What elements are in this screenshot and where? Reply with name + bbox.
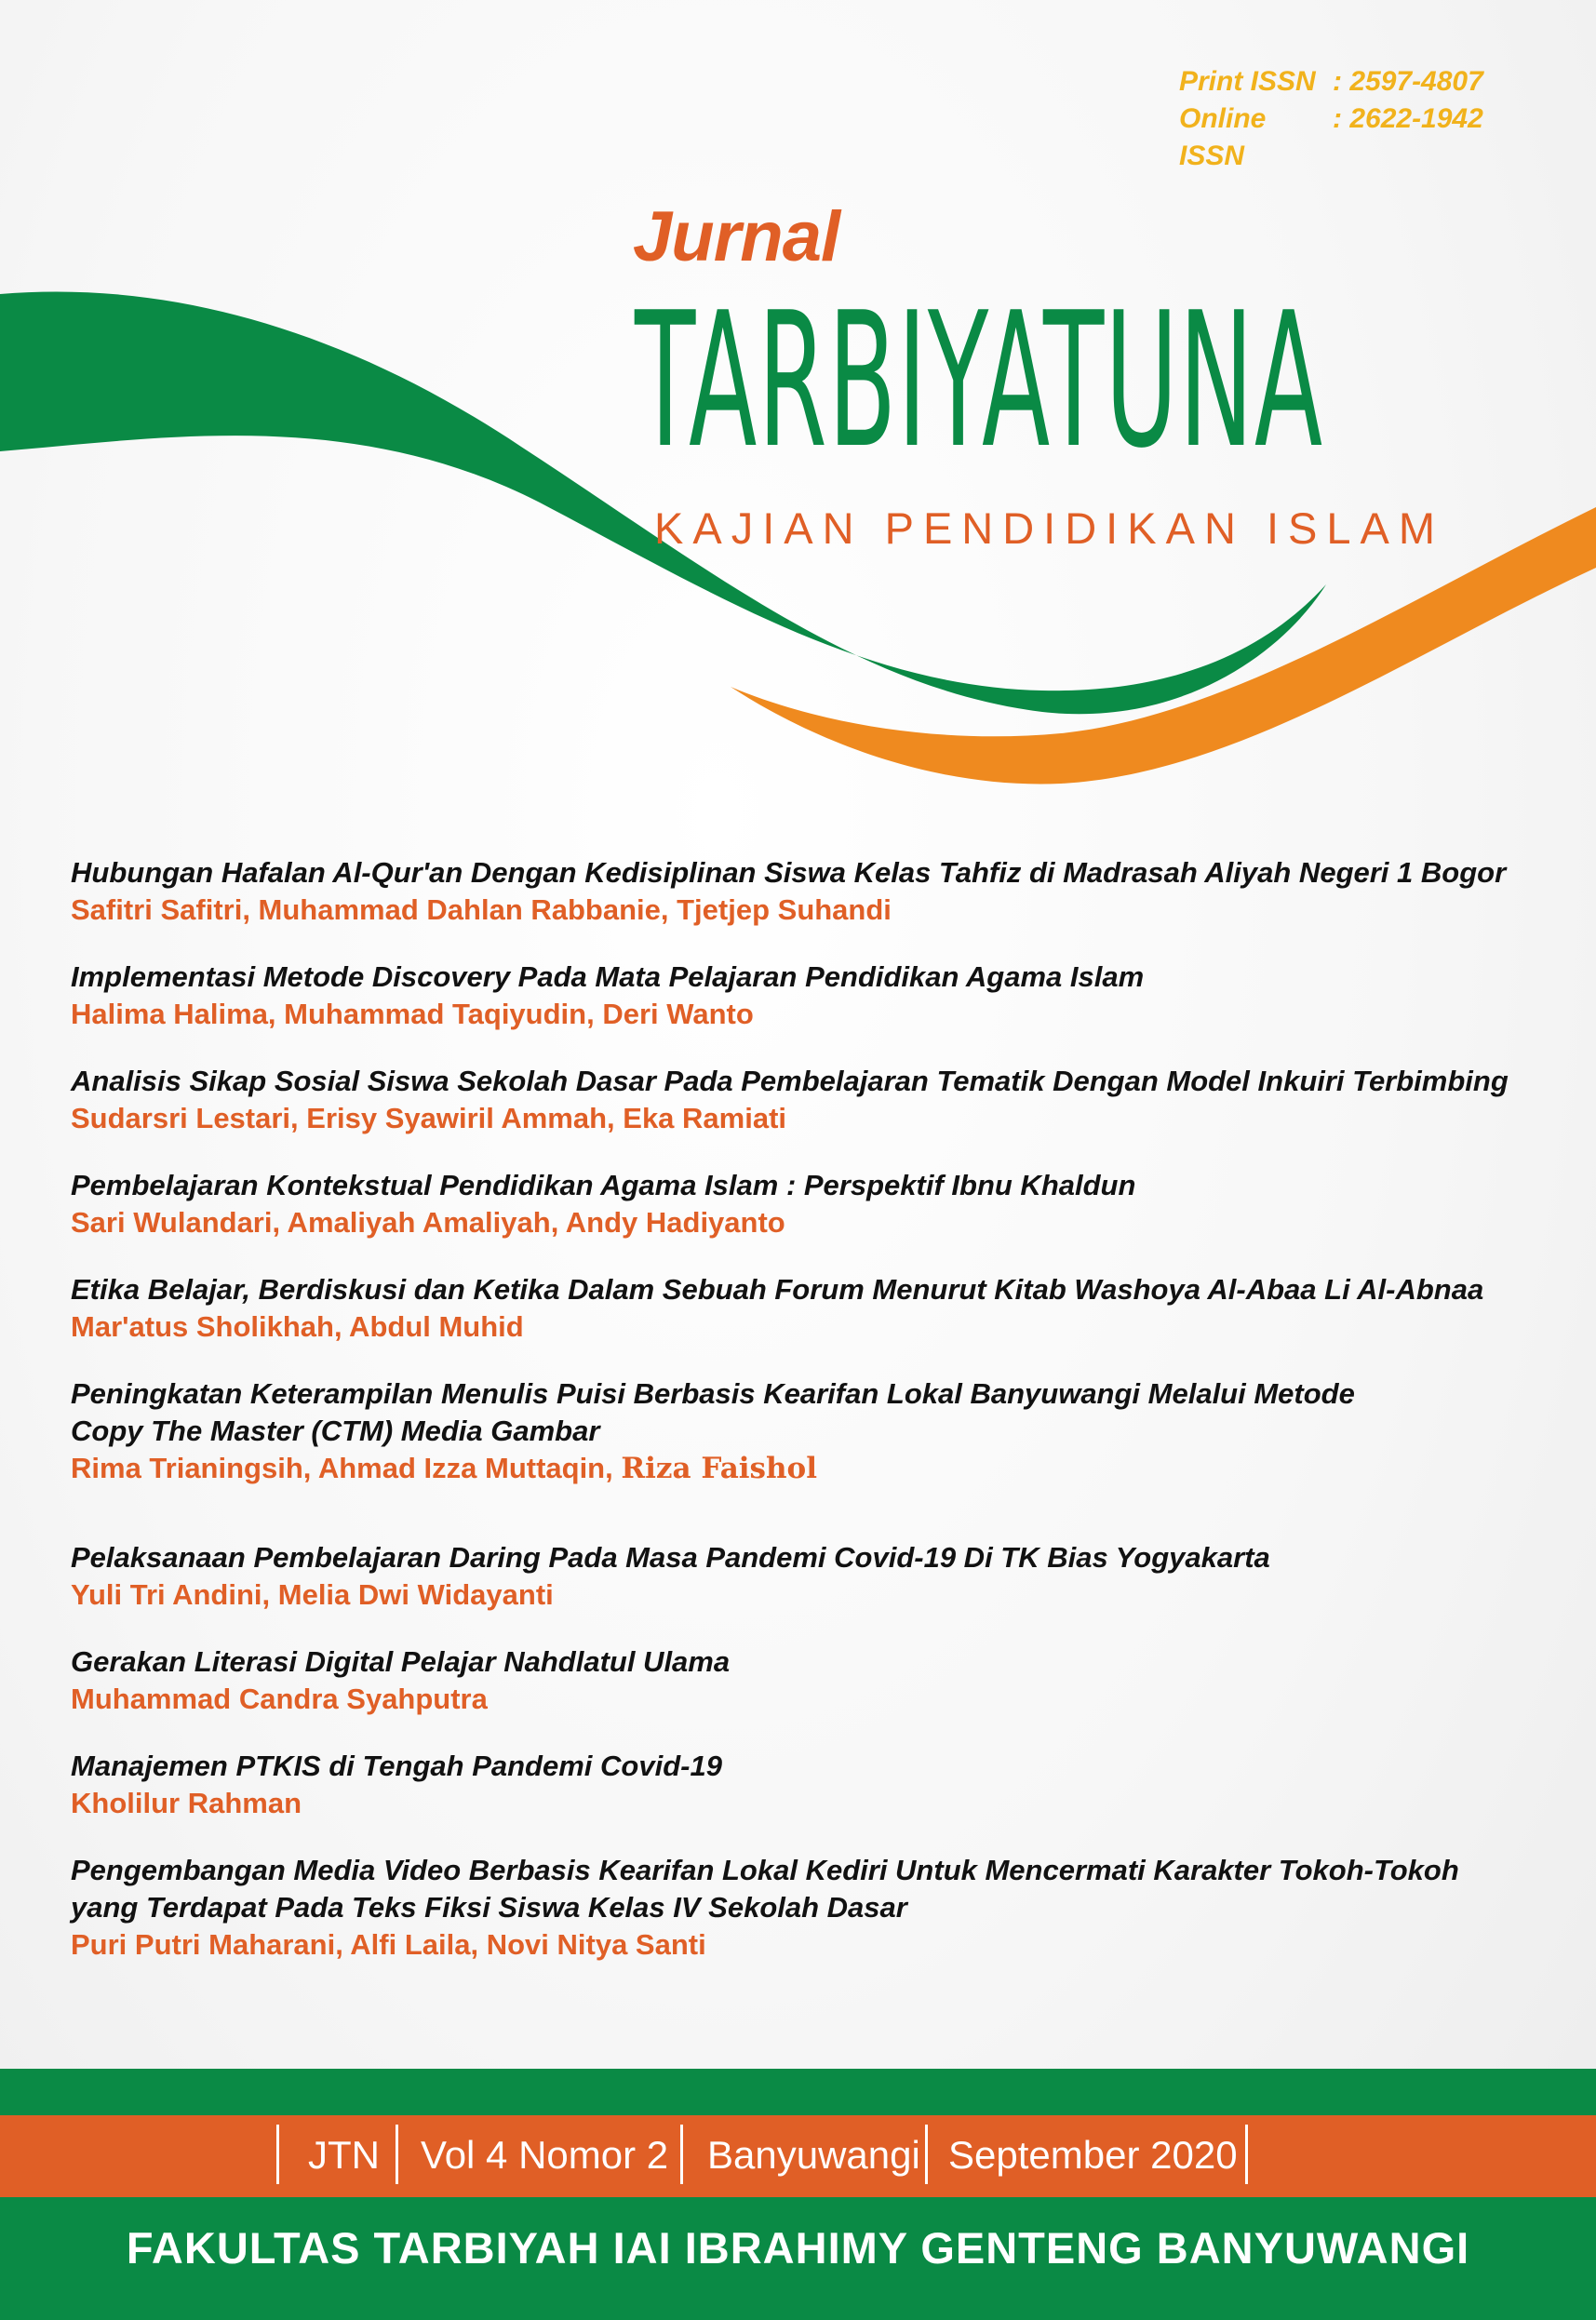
article-entry [71,1167,1560,1241]
article-title: Pembelajaran Kontekstual Pendidikan Agama Islam : Perspektif Ibnu Khaldun [71,1169,1136,1201]
article-entry [71,1539,1560,1614]
article-authors: Yuli Tri Andini, Melia Dwi Widayanti [71,1578,554,1611]
online-issn-label: Online ISSN [1179,103,1267,171]
article-authors: Sari Wulandari, Amaliyah Amaliyah, Andy Hadiyanto [71,1206,785,1239]
article-title-line1: Pengembangan Media Video Berbasis Kearifan Lokal Kediri Untuk Mencermati Karakter Tokoh-Tokoh [71,1854,1459,1886]
divider [925,2125,928,2184]
article-entry [71,1852,1560,1964]
article-title-line2: Copy The Master (CTM) Media Gambar [71,1415,600,1447]
journal-subtitle: KAJIAN PENDIDIKAN ISLAM [654,503,1444,553]
article-entry [71,1643,1560,1718]
article-authors: Safitri Safitri, Muhammad Dahlan Rabbanie, Tjetjep Suhandi [71,893,892,926]
issn-block [1179,63,1483,175]
article-authors: Halima Halima, Muhammad Taqiyudin, Deri Wanto [71,998,754,1030]
footer-city: Banyuwangi [707,2133,920,2177]
article-entry [71,854,1560,929]
online-issn-value: : 2622-1942 [1333,103,1483,134]
divider [396,2125,398,2184]
article-authors: Muhammad Candra Syahputra [71,1683,488,1715]
footer-date: September 2020 [948,2133,1238,2177]
article-entry [71,1271,1560,1346]
footer-band-green-top [0,2069,1596,2115]
footer-abbr: JTN [308,2133,380,2177]
article-entry [71,1375,1560,1487]
article-authors-main: Rima Trianingsih, Ahmad Izza Muttaqin, [71,1452,613,1484]
article-title: Etika Belajar, Berdiskusi dan Ketika Dalam Sebuah Forum Menurut Kitab Washoya Al-Abaa Li Al-Abnaa [71,1273,1484,1306]
article-authors: Mar'atus Sholikhah, Abdul Muhid [71,1310,524,1343]
article-title: Manajemen PTKIS di Tengah Pandemi Covid-19 [71,1750,722,1782]
article-entry [71,1063,1560,1137]
article-author-extra: Riza Faishol [621,1452,818,1485]
article-authors: Puri Putri Maharani, Alfi Laila, Novi Nitya Santi [71,1928,706,1961]
article-title: Gerakan Literasi Digital Pelajar Nahdlatul Ulama [71,1645,731,1678]
print-issn-value: : 2597-4807 [1333,66,1483,97]
footer-volume: Vol 4 Nomor 2 [421,2133,669,2177]
publisher-faculty: FAKULTAS TARBIYAH IAI IBRAHIMY GENTENG BANYUWANGI [126,2223,1470,2273]
article-title: Analisis Sikap Sosial Siswa Sekolah Dasar Pada Pembelajaran Tematik Dengan Model Inkuiri Terbimbing [71,1065,1509,1097]
table-of-contents [71,854,1560,1993]
journal-title: TARBIYATUNA [635,273,1324,489]
article-authors: Kholilur Rahman [71,1787,302,1819]
article-authors: Sudarsri Lestari, Erisy Syawiril Ammah, Eka Ramiati [71,1102,787,1134]
article-entry [71,1748,1560,1822]
divider [1245,2125,1248,2184]
article-title: Pelaksanaan Pembelajaran Daring Pada Masa Pandemi Covid-19 Di TK Bias Yogyakarta [71,1541,1270,1574]
article-entry [71,959,1560,1033]
article-authors [71,1450,1560,1487]
article-title-line2: yang Terdapat Pada Teks Fiksi Siswa Kelas IV Sekolah Dasar [71,1891,907,1924]
article-title: Implementasi Metode Discovery Pada Mata Pelajaran Pendidikan Agama Islam [71,960,1145,993]
divider [276,2125,279,2184]
divider [680,2125,683,2184]
print-issn-label: Print ISSN [1179,66,1316,97]
article-title-line1: Peningkatan Keterampilan Menulis Puisi Berbasis Kearifan Lokal Banyuwangi Melalui Metode [71,1377,1355,1410]
journal-prefix: Jurnal [633,197,840,276]
article-title: Hubungan Hafalan Al-Qur'an Dengan Kedisiplinan Siswa Kelas Tahfiz di Madrasah Aliyah Negeri 1 Bogor [71,856,1507,889]
